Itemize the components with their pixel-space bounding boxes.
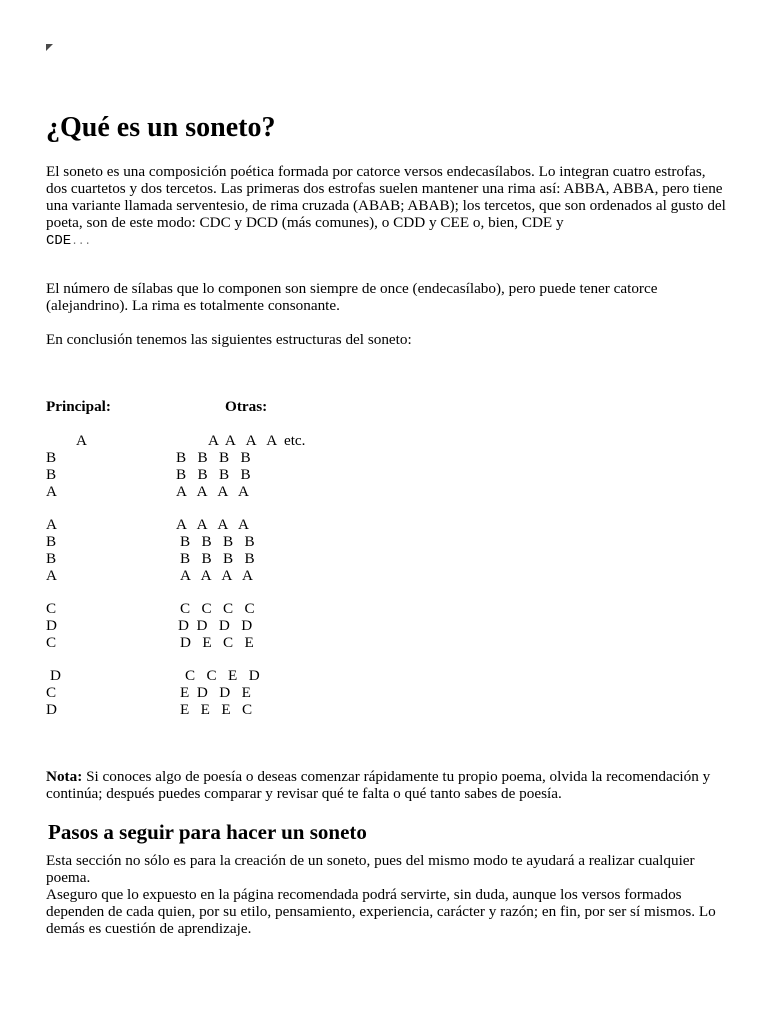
otras-rhyme: D D D D (178, 617, 253, 634)
otras-rhyme: C C C C (180, 600, 255, 617)
intro-text: El soneto es una composición poética formada por catorce versos endecasílabos. Lo integran cuatro estrofas, dos cuartetos y dos tercetos. Las primeras dos estrofas suelen mantener una rima así: ABBA, ABBA, pero tiene una variante llamada serventesio, de rima cruzada (ABAB; ABAB); los tercetos, que son ordenados al gusto del poeta, son de este modo: CDC y DCD (más comunes), o CDD y CEE o, bien, CDE y (46, 163, 726, 231)
principal-rhyme: A (76, 432, 87, 449)
principal-rhyme: B (46, 550, 57, 567)
otras-rhyme: B B B B (180, 533, 255, 550)
principal-label: Principal: (46, 398, 111, 415)
conclusion-paragraph: En conclusión tenemos las siguientes estructuras del soneto: (46, 331, 412, 348)
principal-rhyme: D (46, 617, 57, 634)
intro-tail-text: CDE (46, 233, 72, 249)
section-heading: Pasos a seguir para hacer un soneto (48, 820, 367, 844)
principal-rhyme: B (46, 449, 57, 466)
page-title: ¿Qué es un soneto? (46, 112, 276, 143)
otras-rhyme: A A A A etc. (208, 432, 306, 449)
otras-label: Otras: (225, 398, 268, 415)
principal-rhyme: C (46, 600, 57, 617)
otras-rhyme: A A A A (180, 567, 254, 584)
principal-rhyme: B (46, 466, 57, 483)
nota-text: Si conoces algo de poesía o deseas comenzar rápidamente tu propio poema, olvida la recomendación y continúa; después puedes comparar y revisar qué te falta o qué tanto sabes de poesía. (46, 768, 711, 802)
nota-paragraph (46, 768, 726, 802)
corner-mark-icon (46, 44, 53, 51)
principal-rhyme: C (46, 634, 57, 651)
principal-rhyme: A (46, 516, 57, 533)
syllables-paragraph: El número de sílabas que lo componen son siempre de once (endecasílabo), pero puede tener catorce (alejandrino). La rima es totalmente consonante. (46, 280, 658, 314)
principal-rhyme: B (46, 533, 57, 550)
intro-ellipsis: ... (71, 236, 92, 248)
principal-rhyme: D (50, 667, 61, 684)
principal-rhyme: A (46, 483, 57, 500)
principal-rhyme: D (46, 701, 57, 718)
intro-paragraph (46, 163, 726, 251)
otras-rhyme: A A A A (176, 516, 250, 533)
intro-tail (46, 233, 91, 249)
otras-rhyme: D E C E (180, 634, 254, 651)
otras-rhyme: E D D E (180, 684, 251, 701)
otras-rhyme: B B B B (180, 550, 255, 567)
section-paragraph-1: Esta sección no sólo es para la creación de un soneto, pues del mismo modo te ayudará a realizar cualquier poema. (46, 852, 695, 886)
section-paragraph-2: Aseguro que lo expuesto en la página recomendada podrá servirte, sin duda, aunque los versos formados dependen de cada quien, por su etilo, pensamiento, experiencia, carácter y razón; en fin, por ser sí mismos. Lo demás es cuestión de aprendizaje. (46, 886, 716, 937)
principal-rhyme: C (46, 684, 57, 701)
otras-rhyme: C C E D (185, 667, 260, 684)
otras-rhyme: B B B B (176, 466, 251, 483)
otras-rhyme: A A A A (176, 483, 250, 500)
otras-rhyme: B B B B (176, 449, 251, 466)
otras-rhyme: E E E C (180, 701, 253, 718)
nota-label: Nota: (46, 768, 83, 785)
principal-rhyme: A (46, 567, 57, 584)
